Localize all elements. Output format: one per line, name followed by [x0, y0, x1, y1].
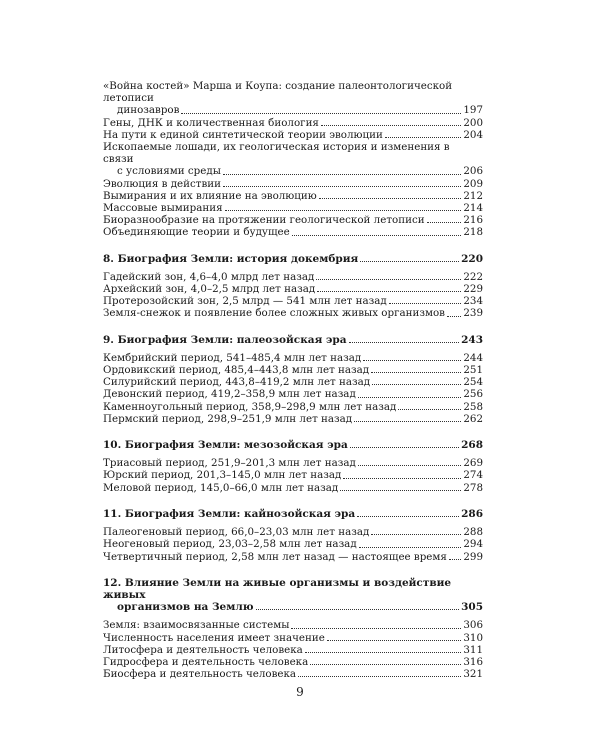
toc-entry — [103, 482, 483, 494]
entry-page: 311 — [463, 643, 483, 656]
dot-leader — [357, 516, 459, 517]
toc-entry — [103, 352, 483, 364]
entry-page: 278 — [463, 481, 483, 494]
entry-last-line — [103, 104, 483, 116]
toc-entry — [103, 469, 483, 481]
entry-title: Земля: взаимосвязанные системы — [103, 619, 290, 632]
entry-page: 214 — [463, 202, 483, 215]
toc-entry — [103, 307, 483, 319]
entry-title-line: динозавров — [117, 104, 180, 117]
dot-leader — [358, 465, 462, 466]
dot-leader — [449, 559, 461, 560]
toc-entry — [103, 526, 483, 538]
dot-leader — [327, 640, 461, 641]
entry-title: Эволюция в действии — [103, 177, 221, 190]
entry-last-line — [103, 601, 483, 613]
entry-title: 11. Биография Земли: кайнозойская эра — [103, 507, 356, 520]
entry-title: Гены, ДНК и количественная биология — [103, 116, 319, 129]
toc-chapter-entry — [103, 253, 483, 265]
dot-leader — [447, 316, 461, 317]
toc-entry — [103, 295, 483, 307]
entry-page: 200 — [463, 116, 483, 129]
entry-title: Неогеновый период, 23,03–2,58 млн лет назад — [103, 538, 357, 551]
toc-entry — [103, 283, 483, 295]
entry-title: Кембрийский период, 541–485,4 млн лет назад — [103, 351, 362, 364]
dot-leader — [372, 384, 461, 385]
dot-leader — [319, 198, 462, 199]
entry-page: 286 — [461, 507, 483, 520]
entry-last-line — [103, 165, 483, 177]
toc-chapter-entry — [103, 334, 483, 346]
entry-title: Юрский период, 201,3–145,0 млн лет назад — [103, 469, 342, 482]
dot-leader — [371, 534, 461, 535]
dot-leader — [292, 235, 462, 236]
entry-page: 251 — [463, 364, 483, 377]
entry-title: На пути к единой синтетической теории эволюции — [103, 128, 383, 141]
entry-page: 234 — [463, 295, 483, 308]
entry-page: 274 — [463, 469, 483, 482]
dot-leader — [291, 628, 461, 629]
toc-entry — [103, 178, 483, 190]
entry-page: 212 — [463, 189, 483, 202]
entry-page: 306 — [463, 619, 483, 632]
toc-entry — [103, 388, 483, 400]
entry-title: Четвертичный период, 2,58 млн лет назад — настоящее время — [103, 550, 447, 563]
entry-title: Массовые вымирания — [103, 202, 223, 215]
entry-page: 310 — [463, 631, 483, 644]
entry-page: 254 — [463, 376, 483, 389]
dot-leader — [181, 113, 461, 114]
dot-leader — [223, 186, 461, 187]
entry-title: Биосфера и деятельность человека — [103, 668, 297, 681]
entry-page: 268 — [461, 439, 483, 452]
entry-page: 244 — [463, 351, 483, 364]
toc-entry — [103, 271, 483, 283]
entry-title: Меловой период, 145,0–66,0 млн лет назад — [103, 481, 339, 494]
dot-leader — [225, 210, 462, 211]
entry-title: 10. Биография Земли: мезозойская эра — [103, 439, 348, 452]
toc-entry — [103, 226, 483, 238]
entry-page: 218 — [463, 226, 483, 239]
dot-leader — [310, 664, 461, 665]
toc-entry — [103, 202, 483, 214]
entry-title: Триасовый период, 251,9–201,3 млн лет назад — [103, 457, 356, 470]
entry-title-line: организмов на Землю — [117, 601, 254, 614]
toc-entry — [103, 214, 483, 226]
toc-entry — [103, 619, 483, 631]
entry-page: 316 — [463, 655, 483, 668]
table-of-contents — [103, 80, 483, 680]
dot-leader — [256, 609, 460, 610]
toc-entry — [103, 129, 483, 141]
dot-leader — [349, 342, 460, 343]
entry-title-line: «Война костей» Марша и Коупа: создание палеонтологической летописи — [103, 80, 453, 105]
dot-leader — [317, 291, 461, 292]
entry-title: 9. Биография Земли: палеозойская эра — [103, 333, 347, 346]
dot-leader — [305, 652, 462, 653]
entry-title: Гадейский зон, 4,6–4,0 млрд лет назад — [103, 270, 315, 283]
entry-page: 229 — [463, 283, 483, 296]
dot-leader — [321, 125, 461, 126]
toc-entry — [103, 632, 483, 644]
entry-page: 299 — [463, 550, 483, 563]
dot-leader — [398, 409, 461, 410]
toc-entry — [103, 656, 483, 668]
entry-title: Девонский период, 419,2–358,9 млн лет назад — [103, 388, 356, 401]
entry-title: Биоразнообразие на протяжении геологической летописи — [103, 214, 425, 227]
entry-title: Гидросфера и деятельность человека — [103, 655, 309, 668]
entry-page: 288 — [463, 526, 483, 539]
entry-page: 239 — [463, 307, 483, 320]
entry-title-line: с условиями среды — [117, 165, 221, 178]
entry-page: 220 — [461, 252, 483, 265]
entry-page: 243 — [461, 333, 483, 346]
dot-leader — [223, 174, 461, 175]
toc-entry — [103, 80, 483, 117]
toc-entry — [103, 644, 483, 656]
toc-chapter-entry — [103, 439, 483, 451]
dot-leader — [359, 547, 462, 548]
dot-leader — [385, 137, 462, 138]
dot-leader — [371, 372, 461, 373]
entry-title-line: Ископаемые лошади, их геологическая история и изменения в связи — [103, 141, 450, 166]
entry-title: Численность населения имеет значение — [103, 631, 325, 644]
dot-leader — [360, 261, 459, 262]
toc-entry — [103, 401, 483, 413]
dot-leader — [427, 222, 462, 223]
entry-title: Земля-снежок и появление более сложных живых организмов — [103, 307, 445, 320]
toc-entry — [103, 117, 483, 129]
entry-page: 209 — [463, 177, 483, 190]
entry-page: 262 — [463, 412, 483, 425]
toc-entry — [103, 413, 483, 425]
toc-entry — [103, 551, 483, 563]
entry-page: 294 — [463, 538, 483, 551]
entry-page: 305 — [461, 601, 483, 614]
entry-title: Протерозойский зон, 2,5 млрд — 541 млн лет назад — [103, 295, 387, 308]
dot-leader — [350, 447, 459, 448]
entry-page: 216 — [463, 214, 483, 227]
toc-chapter-entry — [103, 508, 483, 520]
dot-leader — [340, 490, 461, 491]
toc-entry — [103, 141, 483, 178]
entry-page: 204 — [463, 128, 483, 141]
page-number: 9 — [296, 685, 304, 699]
entry-page: 222 — [463, 270, 483, 283]
entry-title: Ордовикский период, 485,4–443,8 млн лет назад — [103, 364, 370, 377]
entry-title: Вымирания и их влияние на эволюцию — [103, 189, 317, 202]
dot-leader — [316, 279, 461, 280]
entry-title: 8. Биография Земли: история докембрия — [103, 252, 359, 265]
entry-title: Литосфера и деятельность человека — [103, 643, 303, 656]
dot-leader — [354, 421, 461, 422]
entry-page: 256 — [463, 388, 483, 401]
dot-leader — [363, 360, 461, 361]
entry-page: 197 — [463, 104, 483, 117]
dot-leader — [343, 478, 461, 479]
entry-title: Объединяющие теории и будущее — [103, 226, 290, 239]
toc-entry — [103, 190, 483, 202]
entry-page: 321 — [463, 668, 483, 681]
entry-title: Силурийский период, 443,8–419,2 млн лет назад — [103, 376, 371, 389]
entry-page: 258 — [463, 400, 483, 413]
toc-entry — [103, 668, 483, 680]
entry-title-line: 12. Влияние Земли на живые организмы и воздействие живых — [103, 576, 452, 601]
entry-page: 206 — [463, 165, 483, 178]
toc-entry — [103, 376, 483, 388]
toc-entry — [103, 457, 483, 469]
entry-title: Каменноугольный период, 358,9–298,9 млн лет назад — [103, 400, 397, 413]
toc-entry — [103, 364, 483, 376]
entry-page: 269 — [463, 457, 483, 470]
toc-entry — [103, 538, 483, 550]
dot-leader — [358, 397, 462, 398]
entry-title: Палеогеновый период, 66,0–23,03 млн лет назад — [103, 526, 370, 539]
entry-title: Пермский период, 298,9–251,9 млн лет назад — [103, 412, 353, 425]
dot-leader — [298, 676, 461, 677]
entry-title: Архейский зон, 4,0–2,5 млрд лет назад — [103, 283, 316, 296]
toc-chapter-entry — [103, 577, 483, 614]
dot-leader — [389, 303, 462, 304]
